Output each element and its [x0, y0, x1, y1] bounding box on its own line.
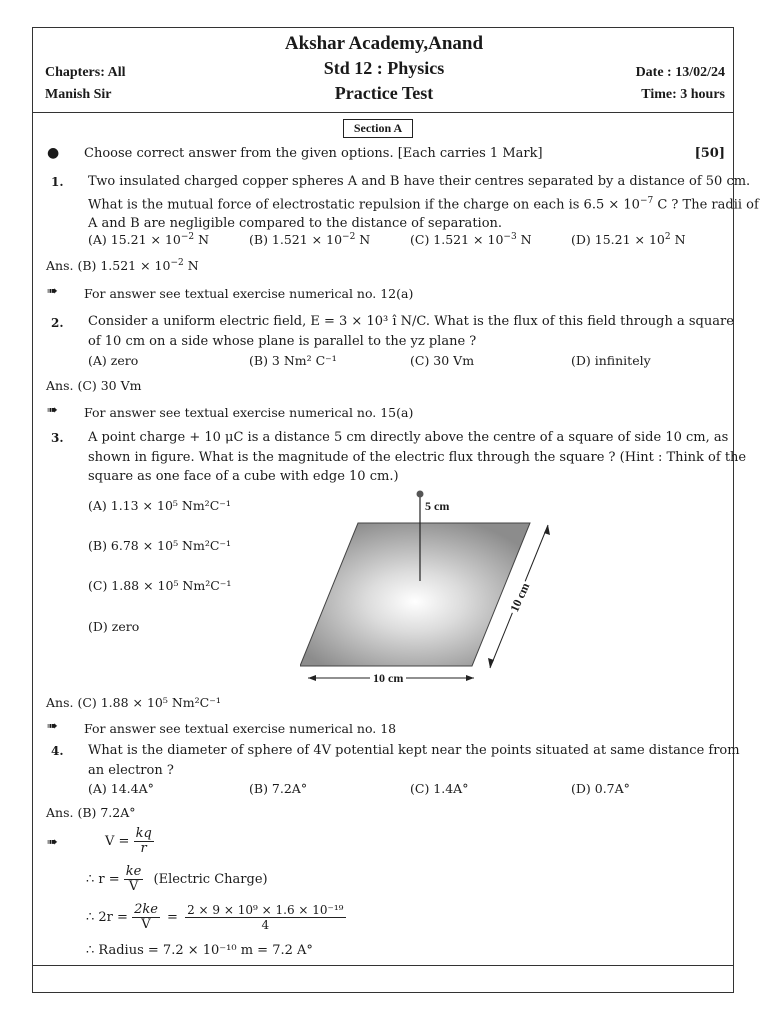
question-3-text: [88, 428, 746, 487]
option-d: (D) $15.21 \times 10^2$ N: [571, 232, 686, 248]
arrowhead-icon: [308, 675, 316, 681]
formula-radius: ∴ Radius = 7.2 × 10⁻¹⁰ m = 7.2 A°: [86, 943, 313, 958]
q3-line: square as one face of a cube with edge 10 cm.): [88, 469, 399, 484]
total-marks: [50]: [694, 146, 725, 161]
option-c: (C) 30 Vm: [410, 353, 475, 368]
q3-line: A point charge + 10 μC is a distance 5 cm directly above the centre of a square of side 10 cm, as: [88, 430, 729, 445]
formula-r: ∴ r = $\frac{ke}{V}$ (Electric Charge): [86, 864, 268, 894]
reference-1: For answer see textual exercise numerical no. 12(a): [84, 286, 414, 301]
option-a: (A) 14.4A°: [88, 781, 154, 796]
square-surface: [300, 523, 530, 666]
option-a: (A) zero: [88, 353, 139, 368]
arrowhead-icon: [466, 675, 474, 681]
q4-line: an electron ?: [88, 762, 174, 778]
question-number: 2.: [51, 316, 64, 330]
section-heading: Section A: [343, 119, 413, 138]
question-number: 1.: [51, 175, 64, 189]
answer-3: Ans. (C) 1.88 × 10⁵ Nm²C⁻¹: [46, 695, 221, 710]
arrow-icon: ➠: [47, 284, 58, 299]
question-2-text: [88, 312, 734, 351]
option-b: (B) 3 Nm² C⁻¹: [249, 353, 337, 368]
option-b: (B) $1.521 \times 10^{-2}$ N: [249, 232, 371, 248]
option-d: (D) infinitely: [571, 353, 651, 368]
answer-2: Ans. (C) 30 Vm: [46, 378, 142, 393]
answer-1: Ans. (B) $1.521 \times 10^{-2}$ N: [46, 258, 199, 274]
option-c: (C) 1.4A°: [410, 781, 469, 796]
option-c: (C) 1.88 × 10⁵ Nm²C⁻¹: [88, 578, 232, 593]
question-4-text: [88, 741, 740, 780]
teacher-name: Manish Sir: [45, 87, 112, 102]
footer-divider: [32, 965, 734, 966]
height-label: 5 cm: [425, 499, 450, 513]
reference-3: For answer see textual exercise numerical no. 18: [84, 721, 397, 736]
q1-line: What is the mutual force of electrostatic repulsion if the charge on each is $6.5 \times 10^{-7}$ C ? The radii of: [88, 195, 759, 212]
formula-diameter: ∴ 2r = $\frac{2ke}{V}$ = $\frac{\text{2 × 9 × 10⁹ × 1.6 × 10⁻¹⁹}}{4}$: [86, 902, 344, 932]
arrow-icon: ➠: [47, 403, 58, 418]
arrow-icon: ➠: [47, 719, 58, 734]
option-a: (A) $15.21 \times 10^{-2}$ N: [88, 232, 210, 248]
instruction-text: Choose correct answer from the given options. [Each carries 1 Mark]: [84, 146, 543, 161]
chapters-label: Chapters: All: [45, 65, 126, 80]
academy-title: Akshar Academy,Anand: [284, 33, 484, 54]
q4-line: What is the diameter of sphere of 4V potential kept near the points situated at same distance from: [88, 743, 740, 758]
option-a: (A) 1.13 × 10⁵ Nm²C⁻¹: [88, 498, 231, 513]
option-d: (D) 0.7A°: [571, 781, 630, 796]
question-1-text: [88, 172, 759, 234]
bullet-icon: ●: [47, 145, 60, 161]
arrow-icon: ➠: [47, 835, 58, 850]
point-charge-icon: [417, 491, 424, 498]
q3-line: shown in figure. What is the magnitude of the electric flux through the square ? (Hint : Think of the: [88, 449, 747, 465]
formula-v: V = $\frac{kq}{r}$: [105, 826, 152, 856]
question-number: 4.: [51, 744, 64, 758]
option-b: (B) 6.78 × 10⁵ Nm²C⁻¹: [88, 538, 232, 553]
q1-line: Two insulated charged copper spheres A and B have their centres separated by a distance of 50 cm.: [88, 174, 751, 189]
test-duration: Time: 3 hours: [641, 87, 725, 102]
bottom-label: 10 cm: [370, 671, 406, 686]
test-date: Date : 13/02/24: [635, 65, 725, 80]
option-d: (D) zero: [88, 619, 140, 634]
test-title: Practice Test: [334, 83, 434, 103]
question-number: 3.: [51, 431, 64, 445]
q1-line: A and B are negligible compared to the distance of separation.: [88, 216, 503, 232]
q2-line: Consider a uniform electric field, E = 3 × 10³ î N/C. What is the flux of this field through a square: [88, 314, 734, 329]
reference-2: For answer see textual exercise numerical no. 15(a): [84, 405, 414, 420]
header-divider: [32, 112, 734, 113]
option-b: (B) 7.2A°: [249, 781, 308, 796]
q2-line: of 10 cm on a side whose plane is parallel to the yz plane ?: [88, 333, 477, 349]
answer-4: Ans. (B) 7.2A°: [46, 805, 136, 820]
subject-title: Std 12 : Physics: [323, 58, 445, 78]
option-c: (C) $1.521 \times 10^{-3}$ N: [410, 232, 532, 248]
side-label: 10 cm: [506, 579, 534, 616]
